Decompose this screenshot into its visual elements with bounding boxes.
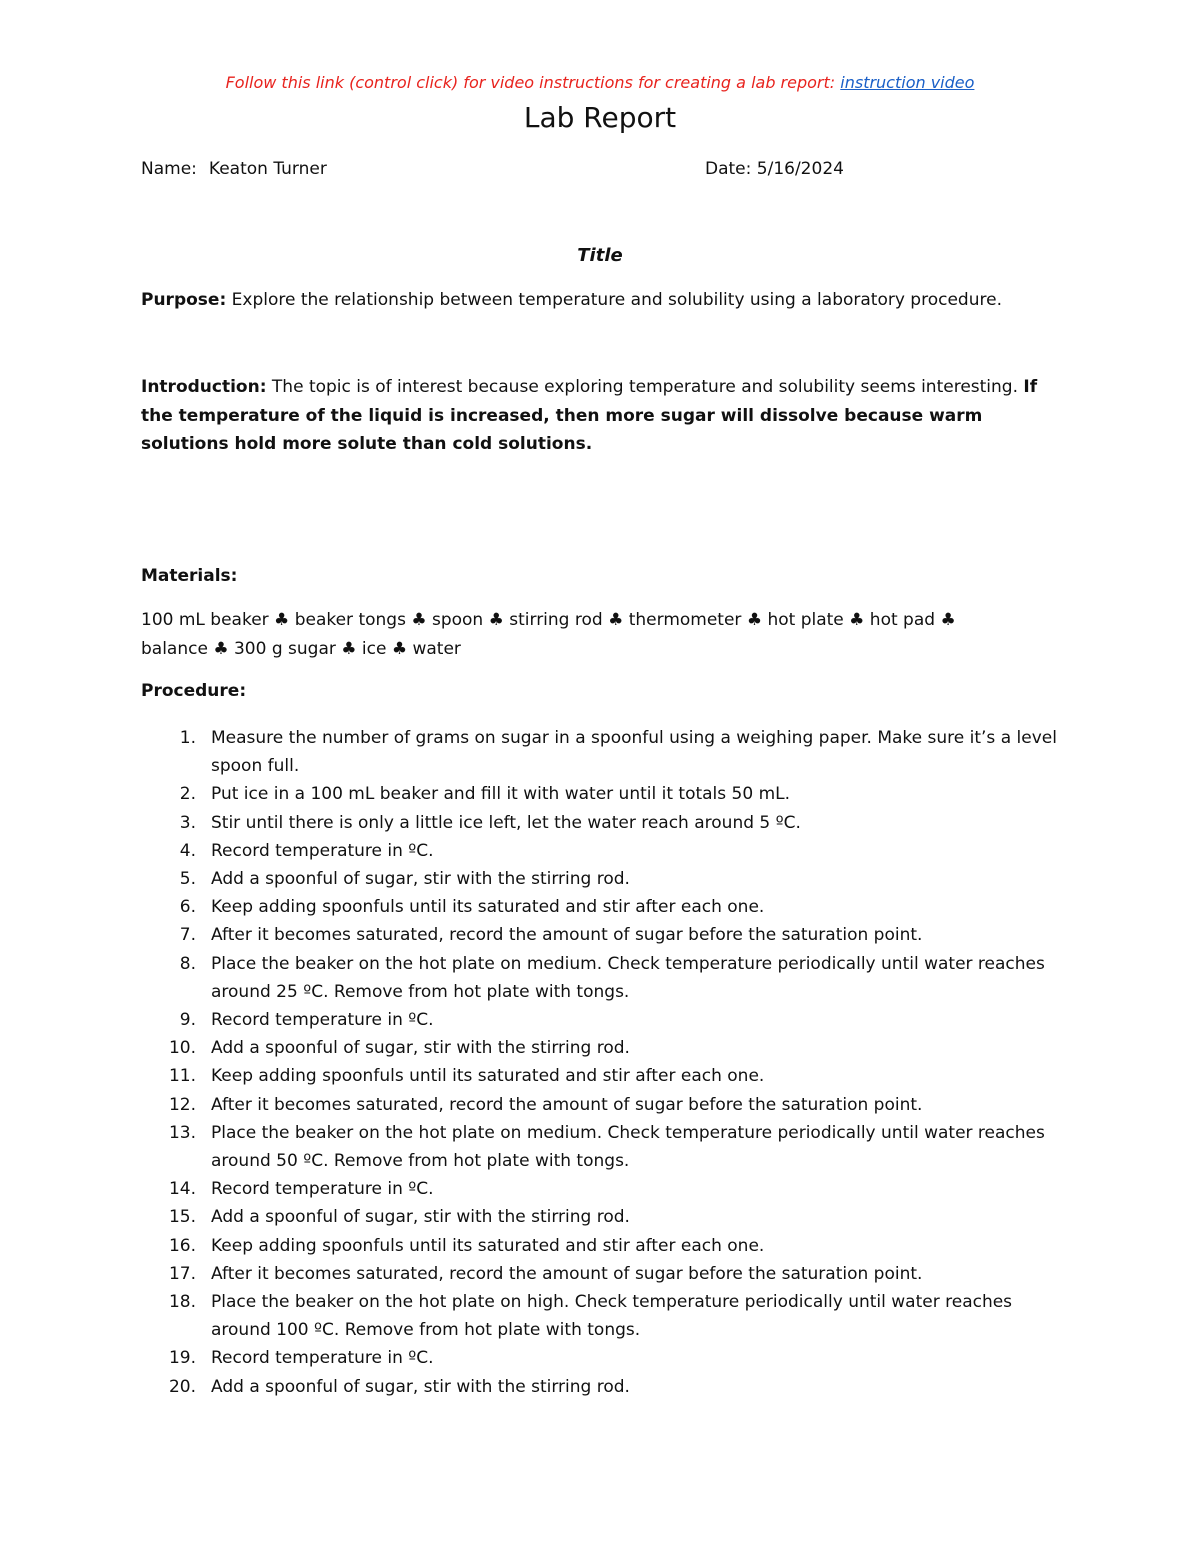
date-value: 5/16/2024 xyxy=(756,159,844,179)
procedure-step xyxy=(141,1006,1061,1034)
step-number: 7. xyxy=(179,925,196,946)
procedure-step xyxy=(141,837,1061,865)
procedure-step xyxy=(141,1034,1061,1062)
procedure-step xyxy=(141,893,1061,921)
procedure-step xyxy=(141,724,1061,780)
procedure-steps xyxy=(141,724,1061,1401)
step-text: Put ice in a 100 mL beaker and fill it with water until it totals 50 mL. xyxy=(211,784,791,805)
date-label: Date: xyxy=(705,159,752,179)
step-text: Record temperature in ºC. xyxy=(211,1179,434,1200)
step-number: 4. xyxy=(179,840,196,861)
instruction-line xyxy=(0,72,1200,94)
introduction-label: Introduction xyxy=(141,377,260,397)
hypothesis-text: If the temperature of the liquid is increased, then more sugar will dissolve because warm solutions hold more solute than cold solutions. xyxy=(141,377,1038,454)
step-number: 13. xyxy=(168,1122,196,1143)
procedure-step xyxy=(141,950,1061,1006)
section-title: Title xyxy=(577,245,623,266)
name-label: Name: xyxy=(141,159,197,179)
procedure-step xyxy=(141,780,1061,808)
procedure-step xyxy=(141,1373,1061,1401)
procedure-step xyxy=(141,809,1061,837)
step-number: 10. xyxy=(168,1038,196,1059)
purpose-text: Explore the relationship between temperature and solubility using a laboratory procedure. xyxy=(231,290,1002,310)
purpose-paragraph: Purpose: Explore the relationship between temperature and solubility using a laboratory procedure. xyxy=(141,290,1002,310)
step-text: Place the beaker on the hot plate on high. Check temperature periodically until water reaches around 100 ºC. Remove from hot plate with tongs. xyxy=(211,1292,1013,1341)
step-number: 1. xyxy=(179,728,196,748)
procedure-step xyxy=(141,1175,1061,1203)
step-text: Place the beaker on the hot plate on medium. Check temperature periodically until water reaches around 25 ºC. Remove from hot plate with tongs. xyxy=(211,953,1045,1002)
step-number: 5. xyxy=(179,869,196,890)
step-text: Add a spoonful of sugar, stir with the stirring rod. xyxy=(211,1376,630,1397)
procedure-step xyxy=(141,1260,1061,1288)
step-text: Record temperature in ºC. xyxy=(211,1348,434,1369)
step-text: Keep adding spoonfuls until its saturated and stir after each one. xyxy=(211,1066,765,1087)
step-number: 6. xyxy=(179,897,196,918)
step-text: Measure the number of grams on sugar in a spoonful using a weighing paper. Make sure it’s a level spoon full. xyxy=(211,728,1057,777)
step-text: Add a spoonful of sugar, stir with the stirring rod. xyxy=(211,1207,630,1228)
step-text: After it becomes saturated, record the amount of sugar before the saturation point. xyxy=(211,925,923,946)
procedure-step xyxy=(141,1062,1061,1090)
step-text: Add a spoonful of sugar, stir with the stirring rod. xyxy=(211,1038,630,1059)
date-row xyxy=(705,158,844,180)
step-text: Keep adding spoonfuls until its saturated and stir after each one. xyxy=(211,897,765,918)
step-number: 14. xyxy=(168,1179,196,1200)
step-number: 15. xyxy=(168,1207,196,1228)
procedure-step xyxy=(141,1203,1061,1231)
step-text: Stir until there is only a little ice left, let the water reach around 5 ºC. xyxy=(211,812,801,833)
procedure-heading: Procedure: xyxy=(141,681,247,701)
step-number: 2. xyxy=(179,784,196,805)
step-text: After it becomes saturated, record the amount of sugar before the saturation point. xyxy=(211,1094,923,1115)
introduction-paragraph: Introduction: The topic is of interest because exploring temperature and solubility seems interesting. If the temperature of the liquid is increased, then more sugar will dissolve because warm solutions hold more solute than cold solutions. xyxy=(141,377,1038,454)
procedure-step xyxy=(141,1119,1061,1175)
step-text: Record temperature in ºC. xyxy=(211,1010,434,1031)
instruction-video-link[interactable]: instruction video xyxy=(840,73,975,92)
materials-list: 100 mL beaker ♣ beaker tongs ♣ spoon ♣ stirring rod ♣ thermometer ♣ hot plate ♣ hot pad ♣ balance ♣ 300 g sugar ♣ ice ♣ water xyxy=(141,610,956,659)
step-text: Keep adding spoonfuls until its saturated and stir after each one. xyxy=(211,1235,765,1256)
step-number: 16. xyxy=(168,1235,196,1256)
report-title: Lab Report xyxy=(523,101,677,134)
step-number: 8. xyxy=(179,953,196,974)
procedure-step xyxy=(141,1232,1061,1260)
name-value: Keaton Turner xyxy=(208,159,327,179)
procedure-step xyxy=(141,865,1061,893)
materials-heading: Materials: xyxy=(141,566,238,586)
step-number: 12. xyxy=(168,1094,196,1115)
step-number: 18. xyxy=(168,1292,196,1313)
step-text: Record temperature in ºC. xyxy=(211,840,434,861)
step-number: 3. xyxy=(179,812,196,833)
step-number: 19. xyxy=(168,1348,196,1369)
name-row xyxy=(141,158,327,180)
step-text: Place the beaker on the hot plate on medium. Check temperature periodically until water reaches around 50 ºC. Remove from hot plate with tongs. xyxy=(211,1122,1045,1172)
instruction-text: Follow this link (control click) for video instructions for creating a lab report: xyxy=(225,73,836,92)
step-number: 20. xyxy=(168,1376,196,1397)
step-text: After it becomes saturated, record the amount of sugar before the saturation point. xyxy=(211,1263,923,1284)
procedure-step xyxy=(141,921,1061,949)
introduction-text: The topic is of interest because exploring temperature and solubility seems interesting. xyxy=(271,377,1018,397)
step-text: Add a spoonful of sugar, stir with the stirring rod. xyxy=(211,869,630,890)
step-number: 9. xyxy=(179,1010,196,1031)
step-number: 17. xyxy=(168,1263,196,1284)
step-number: 11. xyxy=(168,1066,196,1087)
purpose-label: Purpose xyxy=(141,290,220,310)
procedure-step xyxy=(141,1344,1061,1372)
procedure-step xyxy=(141,1091,1061,1119)
procedure-step xyxy=(141,1288,1061,1344)
